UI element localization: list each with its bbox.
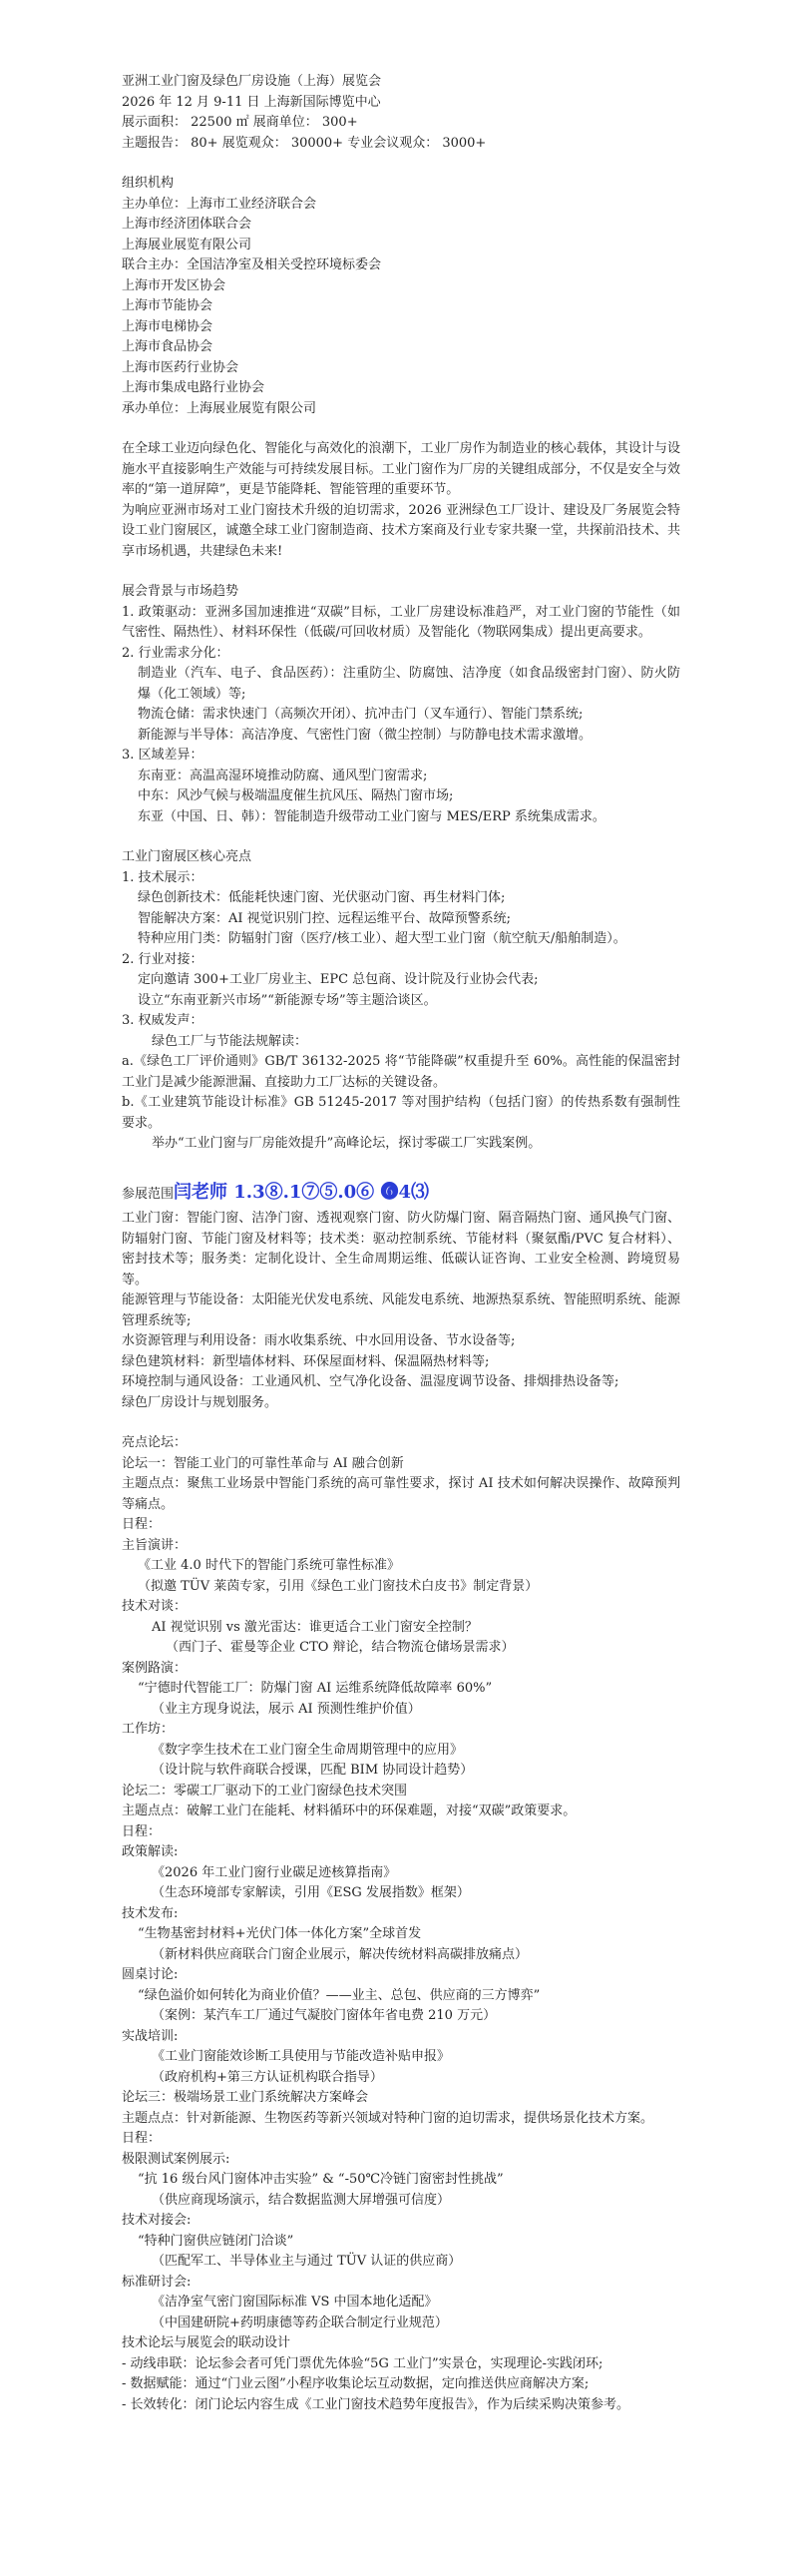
forum-session-line: （供应商现场演示，结合数据监测大屏增强可信度） (152, 2192, 451, 2208)
forum-session-line: （匹配军工、半导体业主与通过 TÜV 认证的供应商） (152, 2254, 462, 2269)
scope-paragraph: 环境控制与通风设备：工业通风机、空气净化设备、温湿度调节设备、排烟排热设备等; (122, 1374, 619, 1389)
org-line: 承办单位：上海展业展览有限公司 (122, 400, 317, 416)
forum-session-label: 标准研讨会: (122, 2274, 192, 2290)
org-heading: 组织机构 (122, 176, 175, 191)
intro-paragraph: 为响应亚洲市场对工业门窗技术升级的迫切需求，2026 亚洲绿色工厂设计、建设及厂务展览会特设工业门窗展区，诚邀全球工业门窗制造商、技术方案商及行业专家共聚一堂，共探前沿技术、共享市场机遇，共建绿色未来! (122, 502, 680, 559)
forum-session-label: 工作坊： (122, 1722, 175, 1737)
background-subitem: 物流仓储：需求快速门（高频次开闭）、抗冲击门（叉车通行）、智能门禁系统; (138, 707, 584, 722)
forum-session-label: 极限测试案例展示: (122, 2151, 230, 2167)
forum-session-line: 《工业 4.0 时代下的智能门系统可靠性标准》 (138, 1558, 400, 1573)
highlights-standard: a.《绿色工厂评价通则》GB/T 36132-2025 将“节能降碳”权重提升至 60%。高性能的保温密封工业门是减少能源泄漏、直接助力工厂达标的关键设备。 (122, 1054, 680, 1090)
background-item: 1. 政策驱动：亚洲多国加速推进“双碳”目标，工业厂房建设标准趋严，对工业门窗的节能性（如气密性、隔热性）、材料环保性（低碳/可回收材质）及智能化（物联网集成）提出更高要求。 (122, 604, 680, 640)
forum-session-line: “绿色溢价如何转化为商业价值？——业主、总包、供应商的三方博弈” (138, 1987, 541, 2003)
forum-session-line: 《工业门窗能效诊断工具使用与节能改造补贴申报》 (152, 2049, 451, 2064)
forum-title: 论坛三：极端场景工业门系统解决方案峰会 (122, 2090, 369, 2105)
forum-session-line: AI 视觉识别 vs 激光雷达：谁更适合工业门窗安全控制？ (152, 1619, 478, 1635)
stats-line-1: 展示面积： 22500 ㎡ 展商单位： 300+ (122, 115, 358, 130)
highlights-subitem: 绿色创新技术：低能耗快速门窗、光伏驱动门窗、再生材料门体; (138, 890, 506, 905)
background-subitem: 东亚（中国、日、韩）：智能制造升级带动工业门窗与 MES/ERP 系统集成需求。 (138, 808, 605, 824)
org-line: 上海市经济团体联合会 (122, 217, 252, 232)
date-venue: 2026 年 12 月 9-11 日 上海新国际博览中心 (122, 94, 381, 110)
forum-session-line: “宁德时代智能工厂：防爆门窗 AI 运维系统降低故障率 60%” (138, 1681, 493, 1696)
forum-session-line: 《数字孪生技术在工业门窗全生命周期管理中的应用》 (152, 1742, 464, 1758)
forum-session-line: 《洁净室气密门窗国际标准 VS 中国本地化适配》 (152, 2295, 438, 2310)
forum-session-line: （西门子、霍曼等企业 CTO 辩论，结合物流仓储场景需求） (166, 1640, 515, 1655)
forum-session-line: “抗 16 级台风门窗体冲击实验” & “-50℃冷链门窗密封性挑战” (138, 2172, 504, 2187)
forum-session-line: （拟邀 TÜV 莱茵专家，引用《绿色工业门窗技术白皮书》制定背景） (138, 1578, 539, 1594)
forum-session-label: 技术对谈： (122, 1599, 188, 1614)
highlights-subitem: 特种应用门类：防辐射门窗（医疗/核工业）、超大型工业门窗（航空航天/船舶制造）。 (138, 931, 626, 946)
highlights-subitem: 设立“东南亚新兴市场”“新能源专场”等主题洽谈区。 (138, 992, 437, 1008)
highlights-subitem: 定向邀请 300+工业厂房业主、EPC 总包商、设计院及行业协会代表; (138, 972, 539, 987)
background-subitem: 东南亚：高温高湿环境推动防腐、通风型门窗需求; (138, 768, 428, 783)
highlights-forum-note: 举办“工业门窗与厂房能效提升”高峰论坛，探讨零碳工厂实践案例。 (152, 1136, 542, 1151)
highlights-standard: b.《工业建筑节能设计标准》GB 51245-2017 等对围护结构（包括门窗）的传热系数有强制性要求。 (122, 1095, 680, 1131)
highlights-subitem: 智能解决方案：AI 视觉识别门控、远程运维平台、故障预警系统; (138, 910, 512, 926)
forum-session-label: 政策解读: (122, 1844, 179, 1859)
linkage-line: - 数据赋能：通过“门业云图”小程序收集论坛互动数据，定向推送供应商解决方案; (122, 2376, 590, 2391)
forum-session-line: （生态环境部专家解读，引用《ESG 发展指数》框架） (152, 1885, 470, 1900)
org-line: 上海市电梯协会 (122, 318, 213, 334)
forum-session-label: 案例路演： (122, 1660, 188, 1676)
scope-heading-line (122, 1183, 680, 1206)
forum-agenda-label: 日程： (122, 1823, 162, 1839)
linkage-line: - 动线串联：论坛参会者可凭门票优先体验“5G 工业门”实景仓，实现理论-实践闭环; (122, 2355, 603, 2371)
forum-session-label: 技术对接会: (122, 2213, 192, 2228)
linkage-line: - 长效转化：闭门论坛内容生成《工业门窗技术趋势年度报告》，作为后续采购决策参考。 (122, 2396, 630, 2412)
org-line: 上海市集成电路行业协会 (122, 380, 265, 395)
scope-paragraph: 绿色厂房设计与规划服务。 (122, 1394, 278, 1410)
intro-paragraph: 在全球工业迈向绿色化、智能化与高效化的浪潮下，工业厂房作为制造业的核心载体，其设计与设施水平直接影响生产效能与可持续发展目标。工业门窗作为厂房的关键组成部分，不仅是安全与效率的“第一道屏障”，更是节能降耗、智能管理的重要环节。 (122, 441, 680, 497)
background-subitem: 中东：风沙气候与极端温度催生抗风压、隔热门窗市场; (138, 788, 454, 803)
org-line: 上海市节能协会 (122, 298, 213, 313)
forum-session-line: （案例：某汽车工厂通过气凝胶门窗体年省电费 210 万元） (152, 2008, 497, 2023)
highlights-item: 1. 技术展示： (122, 869, 203, 885)
forum-session-line: （中国建研院+药明康德等药企联合制定行业规范） (152, 2315, 448, 2330)
forum-session-line: （政府机构+第三方认证机构联合指导） (152, 2069, 383, 2085)
background-item: 3. 区域差异： (122, 748, 203, 763)
background-subitem: 新能源与半导体：高洁净度、气密性门窗（微尘控制）与防静电技术需求激增。 (138, 727, 593, 743)
background-heading: 展会背景与市场趋势 (122, 584, 239, 599)
scope-paragraph: 水资源管理与利用设备：雨水收集系统、中水回用设备、节水设备等; (122, 1333, 516, 1348)
org-line: 主办单位：上海市工业经济联合会 (122, 196, 317, 212)
scope-paragraph: 绿色建筑材料：新型墙体材料、环保屋面材料、保温隔热材料等; (122, 1353, 490, 1369)
forum-session-line: （业主方现身说法，展示 AI 预测性维护价值） (152, 1701, 421, 1717)
forum-session-line: 《2026 年工业门窗行业碳足迹核算指南》 (152, 1864, 397, 1880)
contact-overlay: 闫老师 1.3⑧.1⑦⑤.0⑥ ❻4⑶ (174, 1181, 429, 1203)
scope-paragraph: 能源管理与节能设备：太阳能光伏发电系统、风能发电系统、地源热泵系统、智能照明系统、能源管理系统等; (122, 1292, 680, 1328)
background-subitem: 制造业（汽车、电子、食品医药）：注重防尘、防腐蚀、洁净度（如食品级密封门窗）、防火防爆（化工领域）等; (138, 666, 680, 702)
org-line: 联合主办：全国洁净室及相关受控环境标委会 (122, 258, 382, 272)
document (122, 72, 680, 2415)
stats-line-2: 主题报告： 80+ 展览观众： 30000+ 专业会议观众： 3000+ (122, 135, 487, 151)
org-line: 上海市医药行业协会 (122, 359, 239, 375)
forum-session-line: （新材料供应商联合门窗企业展示，解决传统材料高碳排放痛点） (152, 1946, 529, 1962)
highlights-subitem: 绿色工厂与节能法规解读： (152, 1033, 308, 1049)
exhibition-title: 亚洲工业门窗及绿色厂房设施（上海）展览会 (122, 74, 382, 89)
forum-session-label: 圆桌讨论: (122, 1967, 179, 1982)
forum-session-label: 实战培训: (122, 2028, 179, 2044)
org-line: 上海市开发区协会 (122, 277, 226, 293)
forum-session-line: “生物基密封材料+光伏门体一体化方案”全球首发 (138, 1926, 422, 1941)
forum-session-label: 主旨演讲： (122, 1537, 188, 1553)
highlights-item: 2. 行业对接： (122, 951, 203, 967)
highlights-item: 3. 权威发声： (122, 1013, 203, 1028)
forum-agenda-label: 日程： (122, 2131, 162, 2146)
highlights-heading: 工业门窗展区核心亮点 (122, 849, 252, 864)
org-line: 上海展业展览有限公司 (122, 237, 252, 253)
forum-theme: 主题点点：针对新能源、生物医药等新兴领域对特种门窗的迫切需求，提供场景化技术方案。 (122, 2110, 654, 2126)
forum-agenda-label: 日程： (122, 1517, 162, 1532)
forum-session-label: 技术发布: (122, 1905, 179, 1921)
background-item: 2. 行业需求分化： (122, 645, 229, 661)
forum-heading: 亮点论坛： (122, 1435, 188, 1450)
org-line: 上海市食品协会 (122, 339, 213, 354)
linkage-heading: 技术论坛与展览会的联动设计 (122, 2335, 291, 2350)
forum-session-line: “特种门窗供应链闭门洽谈” (138, 2233, 294, 2249)
forum-title: 论坛一：智能工业门的可靠性革命与 AI 融合创新 (122, 1455, 404, 1471)
scope-heading: 参展范围 (122, 1186, 175, 1202)
forum-session-line: （设计院与软件商联合授课，匹配 BIM 协同设计趋势） (152, 1763, 474, 1778)
forum-title: 论坛二：零碳工厂驱动下的工业门窗绿色技术突围 (122, 1783, 408, 1799)
forum-theme: 主题点点：聚焦工业场景中智能门系统的高可靠性要求，探讨 AI 技术如何解决误操作、故障预判等痛点。 (122, 1476, 680, 1512)
forum-theme: 主题点点：破解工业门在能耗、材料循环中的环保难题，对接“双碳”政策要求。 (122, 1803, 577, 1818)
scope-paragraph: 工业门窗：智能门窗、洁净门窗、透视观察门窗、防火防爆门窗、隔音隔热门窗、通风换气门窗、防辐射门窗、节能门窗及材料等；技术类：驱动控制系统、节能材料（聚氨酯/PVC 复合材料）、密封技术等；服务类：定制化设计、全生命周期运维、低碳认证咨询、工业安全检测、跨境贸易等。 (122, 1211, 680, 1288)
